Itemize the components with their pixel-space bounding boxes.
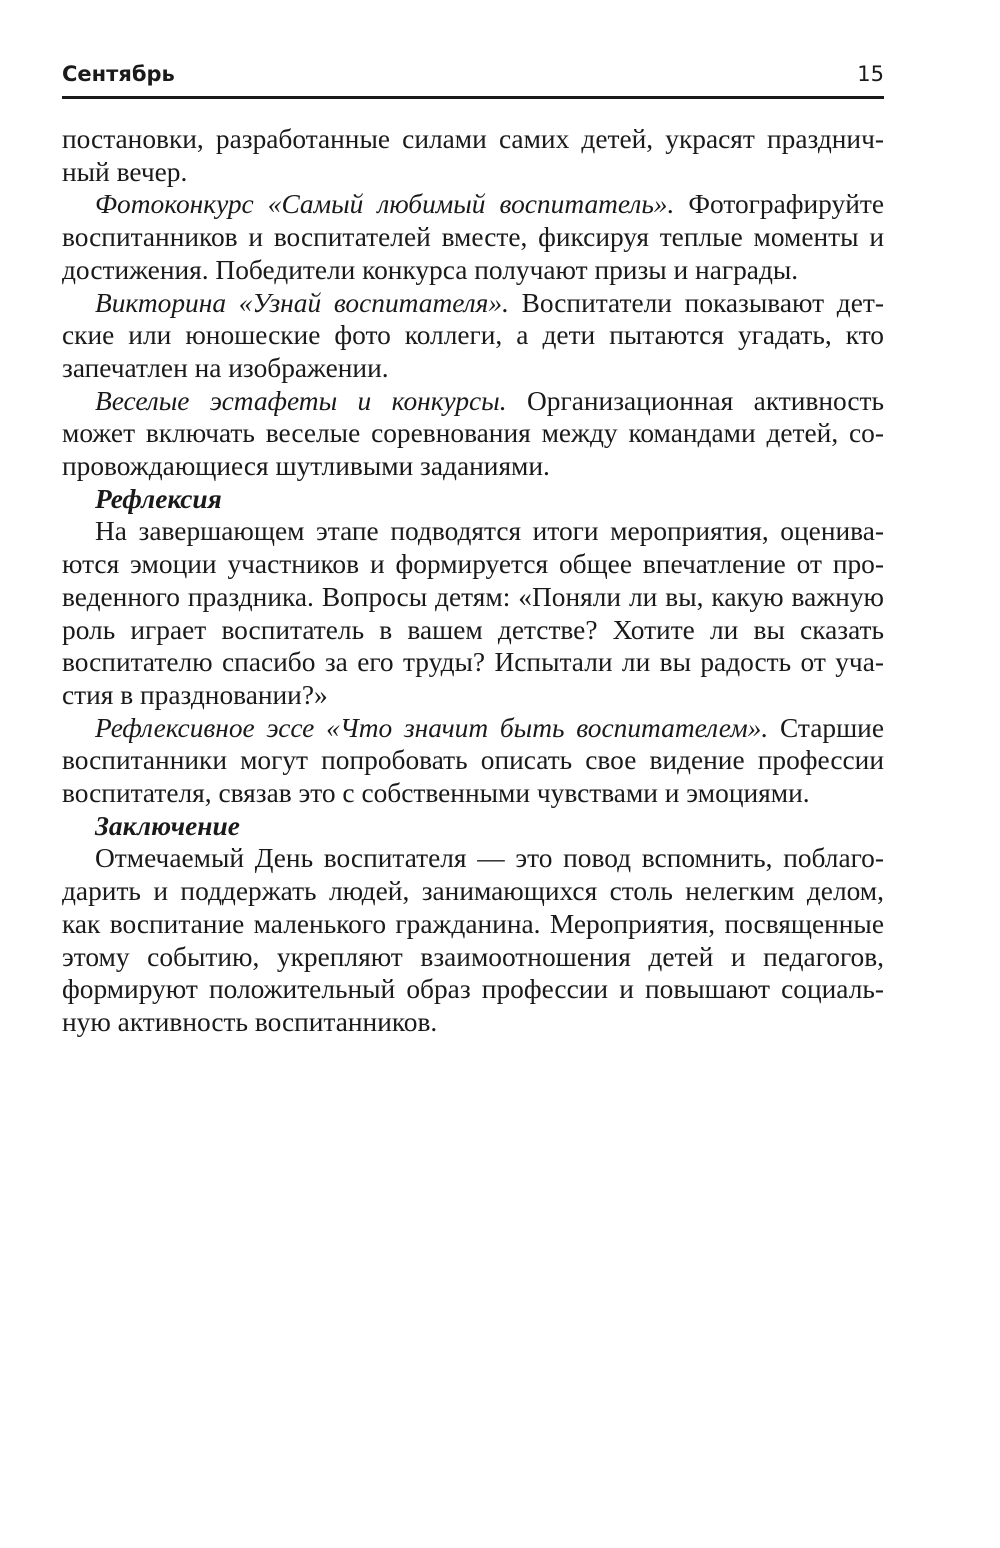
conclusion-heading: Заключение	[95, 810, 240, 841]
paragraph	[62, 515, 884, 711]
paragraph-text: Отмечаемый День воспитателя — это повод вспомнить, поблагодарить и поддержать людей, занимающихся столь нелегким делом, как воспитание маленького гражданина. Мероприятия, посвященные этому событию, укрепляют взаимоотношения детей и педагогов, формируют положительный образ профессии и повышают социальную активность воспитанников.	[62, 843, 884, 1037]
reflection-heading: Рефлексия	[95, 483, 222, 514]
running-head	[62, 60, 884, 99]
paragraph-text: Старшие воспитанники могут попробовать описать свое видение профессии воспитателя, связав это с собственными чувствами и эмоциями.	[62, 712, 884, 809]
paragraph-text: Воспитатели показывают детские или юношеские фото коллеги, а дети пытаются угадать, кто запечатлен на изображении.	[62, 287, 884, 383]
paragraph	[62, 385, 884, 483]
section-title: Сентябрь	[62, 62, 175, 86]
paragraph-text: постановки, разработанные силами самих детей, украсят праздничный вечер.	[62, 124, 884, 187]
activity-title: Рефлексивное эссе «Что значит быть воспитателем».	[95, 712, 769, 743]
activity-title: Викторина «Узнай воспитателя».	[95, 287, 509, 318]
paragraph	[62, 188, 884, 286]
activity-title: Веселые эстафеты и конкурсы.	[95, 385, 507, 416]
paragraph	[62, 842, 884, 1038]
book-page	[62, 60, 884, 1039]
paragraph-text: Организационная активность может включать веселые соревнования между командами детей, сопровождающиеся шутливыми заданиями.	[62, 385, 885, 482]
page-number: 15	[857, 62, 884, 86]
body-text	[62, 123, 884, 1039]
paragraph-text: На завершающем этапе подводятся итоги мероприятия, оцениваются эмоции участников и формируется общее впечатление от проведенного праздника. Вопросы детям: «Поняли ли вы, какую важную роль играет воспитатель в вашем детстве? Хотите ли вы сказать воспитателю спасибо за его труды? Испытали ли вы радость от участия в праздновании?»	[62, 516, 884, 710]
paragraph	[62, 712, 884, 810]
paragraph	[62, 287, 884, 385]
activity-title: Фотоконкурс «Самый любимый воспитатель».	[95, 189, 675, 220]
paragraph-text: Фотографируйте воспитанников и воспитателей вместе, фиксируя теплые моменты и достижения. Победители конкурса получают призы и награды.	[62, 189, 884, 285]
paragraph	[62, 123, 884, 188]
